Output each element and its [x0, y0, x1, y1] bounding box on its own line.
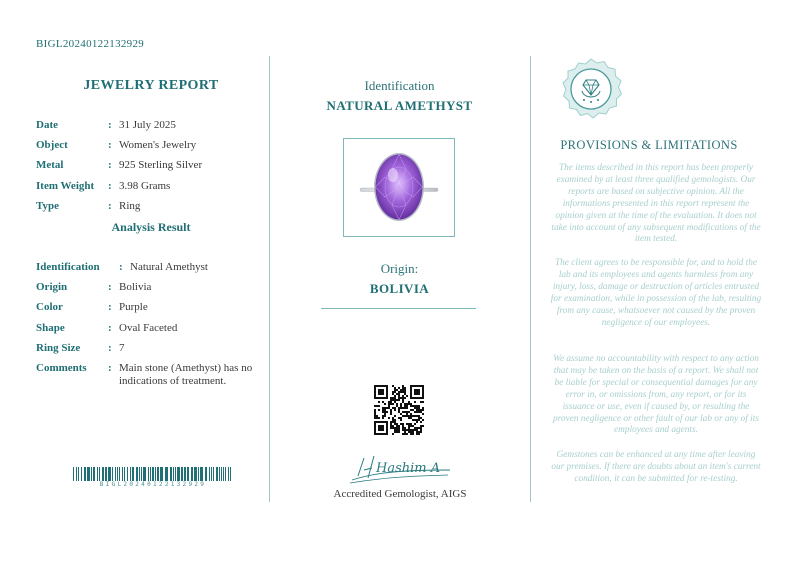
analysis-row-color: Color : Purple [36, 301, 276, 314]
barcode [73, 467, 233, 481]
analysis-row-origin: Origin : Bolivia [36, 281, 276, 294]
analysis-value: Bolivia [119, 281, 152, 294]
analysis-value: 7 [119, 341, 125, 354]
analysis-row-comments: Comments : Main stone (Amethyst) has no indications of treatment. [36, 362, 276, 388]
origin-divider [321, 308, 476, 309]
detail-value: 925 Sterling Silver [119, 159, 203, 172]
detail-label: Object [36, 139, 68, 152]
seal-icon [558, 58, 624, 124]
identification-value: NATURAL AMETHYST [326, 98, 473, 113]
report-title: JEWELRY REPORT [83, 78, 219, 93]
provisions-paragraph: Gemstones can be enhanced at any time after leaving our premises. If there are doubts about an item's current condition, it can be submitted for re-testing. [551, 450, 761, 484]
analysis-label: Color [36, 301, 63, 314]
analysis-table [36, 261, 276, 395]
analysis-label: Comments [36, 361, 87, 374]
signature [346, 450, 454, 486]
analysis-label: Shape [36, 321, 65, 334]
report-id: BIGL20240122132929 [36, 38, 145, 50]
detail-value: Ring [119, 199, 141, 212]
detail-row-weight: Item Weight : 3.98 Grams [36, 180, 276, 193]
identification-label: Identification [364, 78, 435, 93]
analysis-value: Oval Faceted [119, 321, 178, 334]
analysis-label: Origin [36, 281, 68, 294]
analysis-value: Main stone (Amethyst) has no indications of treatment. [119, 361, 253, 387]
detail-value: 3.98 Grams [119, 179, 171, 192]
analysis-label: Identification [36, 261, 100, 273]
provisions-paragraph: We assume no accountability with respect to any action that may be taken on the basis of a report. We shall not be liable for special or consequential damages for any error in, or omissions from, any report, or for its issuance or use, even if caused by, or resulting the proven negligence or other fault of our lab or any of its employees and agents. [553, 354, 759, 436]
detail-row-type: Type : Ring [36, 200, 276, 213]
column-divider-right [530, 56, 531, 502]
origin-value: BOLIVIA [369, 281, 430, 296]
detail-value: 31 July 2025 [119, 119, 176, 131]
analysis-row-ring-size: Ring Size : 7 [36, 342, 276, 355]
detail-row-date: Date : 31 July 2025 [36, 119, 276, 132]
detail-row-object: Object : Women's Jewelry [36, 139, 276, 152]
analysis-row-shape: Shape : Oval Faceted [36, 322, 276, 335]
origin-label: Origin: [380, 261, 419, 276]
ring-photo-frame [343, 138, 455, 237]
provisions-paragraph: The items described in this report has been properly examined by at least three qualified gemologists. Our reports are based on subjective opinion. All the informations presented in this report represent the opinion given at the time of the evaluation. It does not take into account of any subsequent modifications of the item tested. [551, 163, 761, 245]
detail-label: Type [36, 199, 60, 212]
analysis-title: Analysis Result [111, 220, 191, 234]
detail-label: Date [36, 119, 58, 131]
provisions-title: PROVISIONS & LIMITATIONS [560, 138, 738, 152]
detail-value: Women's Jewelry [119, 139, 197, 152]
detail-row-metal: Metal : 925 Sterling Silver [36, 159, 276, 172]
analysis-value: Natural Amethyst [130, 261, 208, 273]
analysis-label: Ring Size [36, 341, 81, 354]
analysis-row-identification: Identification : Natural Amethyst [36, 261, 276, 274]
qr-code [374, 385, 424, 435]
detail-label: Item Weight [36, 179, 95, 192]
detail-label: Metal [36, 159, 64, 172]
details-table [36, 119, 276, 220]
barcode-text: BIGL20240122132929 [99, 481, 207, 488]
signature-text: Hashim A [376, 461, 441, 476]
analysis-value: Purple [119, 301, 148, 314]
provisions-paragraph: The client agrees to be responsible for, and to hold the lab and its employees and agents harmless from any injury, loss, damage or destruction of articles entrusted for examination, while in possession of the lab, resulting from any cause, whatsoever not caused by the proven negligence of our employees. [550, 258, 762, 328]
ring-photo [344, 139, 454, 236]
gemologist-credit: Accredited Gemologist, AIGS [333, 488, 467, 500]
